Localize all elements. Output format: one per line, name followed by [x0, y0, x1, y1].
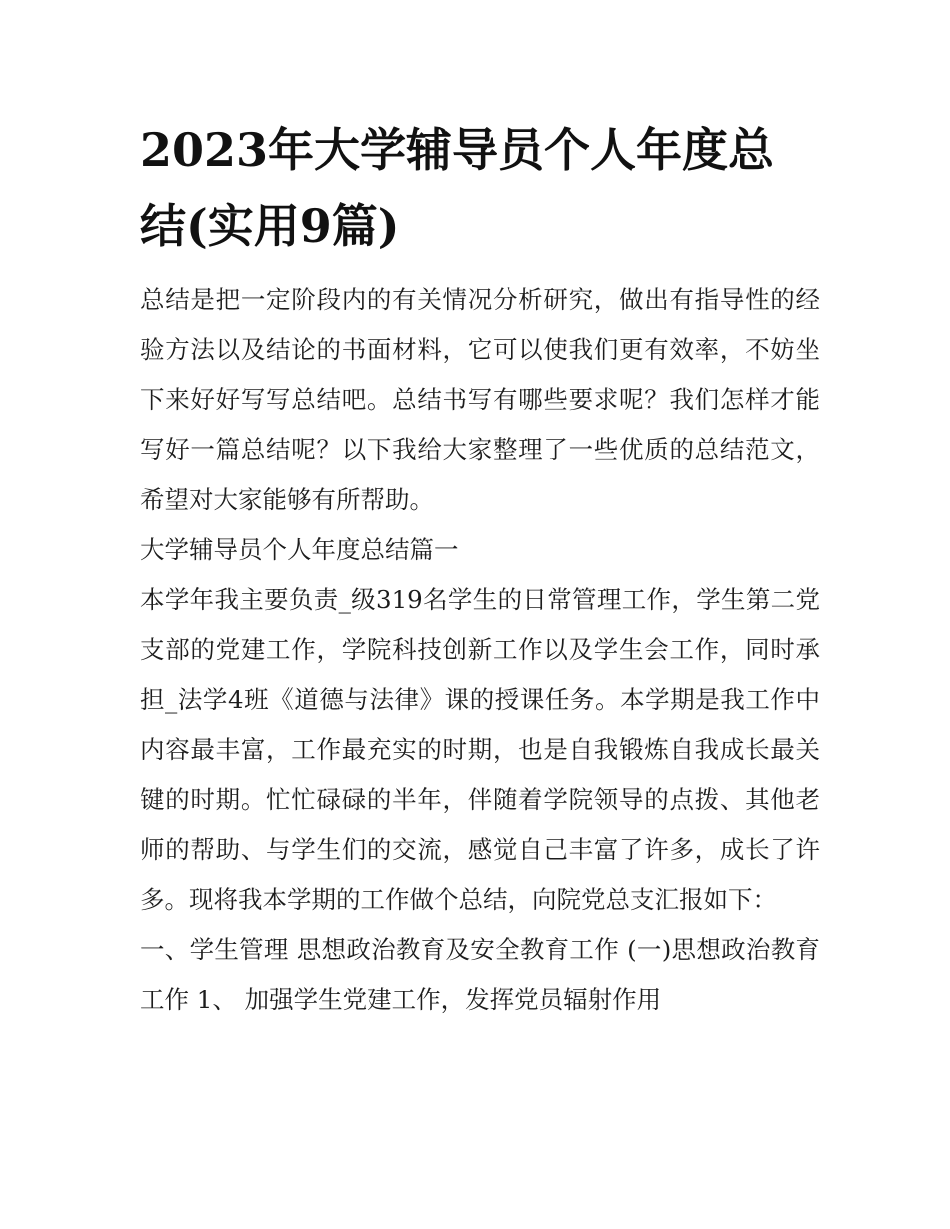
body-paragraph: 本学年我主要负责_级319名学生的日常管理工作，学生第二党支部的党建工作，学院科技创新工作以及学生会工作，同时承担_法学4班《道德与法律》课的授课任务。本学期是我工作中内容最丰富，工作最充实的时期，也是自我锻炼自我成长最关键的时期。忙忙碌碌的半年，伴随着学院领导的点拨、其他老师的帮助、与学生们的交流，感觉自己丰富了许多，成长了许多。现将我本学期的工作做个总结，向院党总支汇报如下： [140, 585, 820, 914]
document-title: 2023年大学辅导员个人年度总结(实用9篇) [140, 123, 775, 253]
document-body [140, 275, 820, 1025]
section-heading: 大学辅导员个人年度总结篇一 [140, 535, 459, 564]
intro-paragraph: 总结是把一定阶段内的有关情况分析研究，做出有指导性的经验方法以及结论的书面材料，它可以使我们更有效率，不妨坐下来好好写写总结吧。总结书写有哪些要求呢？我们怎样才能写好一篇总结呢？以下我给大家整理了一些优质的总结范文，希望对大家能够有所帮助。 [140, 285, 820, 514]
body-paragraph: 一、学生管理 思想政治教育及安全教育工作 (一)思想政治教育工作 1、 加强学生党建工作，发挥党员辐射作用 [140, 935, 820, 1014]
